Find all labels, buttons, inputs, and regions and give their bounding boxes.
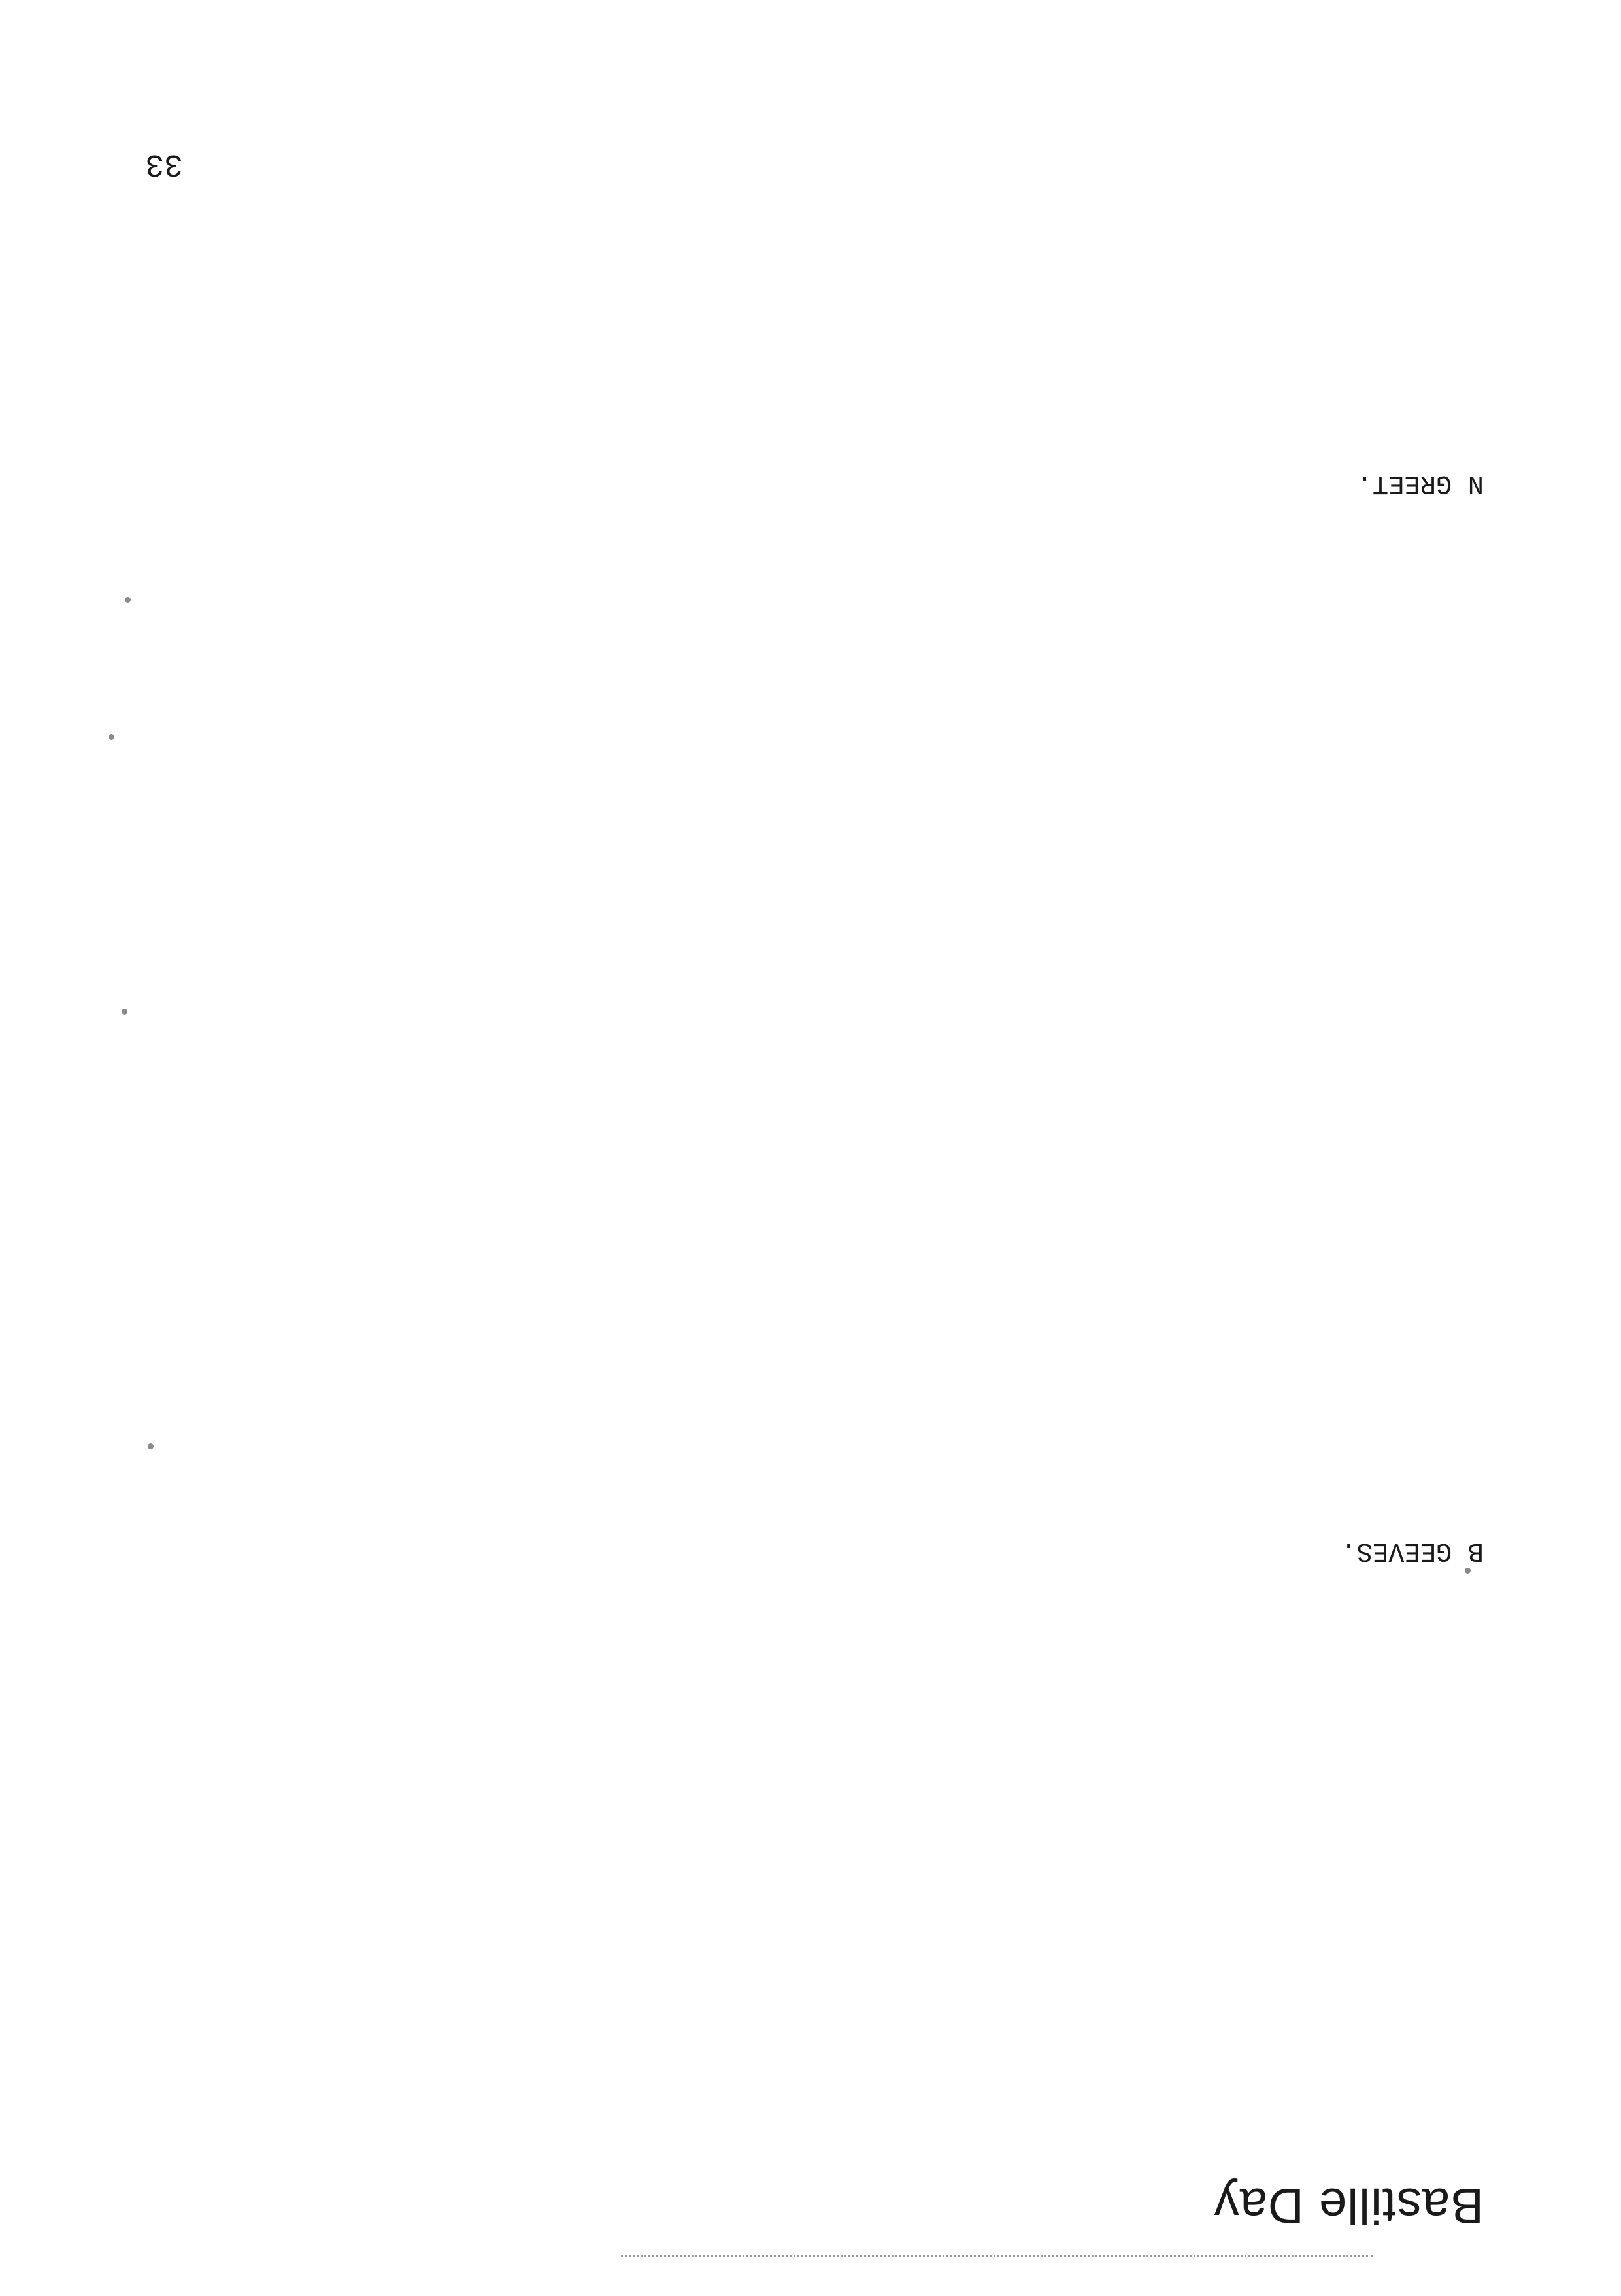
dotted-rule: [621, 2255, 1373, 2257]
page-number: 33: [145, 146, 183, 181]
margin-speck: [125, 597, 131, 603]
signature-geeves: B GEEVES.: [1341, 1536, 1484, 1566]
margin-speck: [148, 1443, 154, 1449]
margin-speck: [109, 734, 114, 740]
margin-speck: [122, 1009, 127, 1015]
page-title: Bastille Day: [1213, 2178, 1484, 2233]
signature-greet: N GREET.: [1356, 468, 1484, 498]
margin-speck: [1465, 1568, 1471, 1574]
